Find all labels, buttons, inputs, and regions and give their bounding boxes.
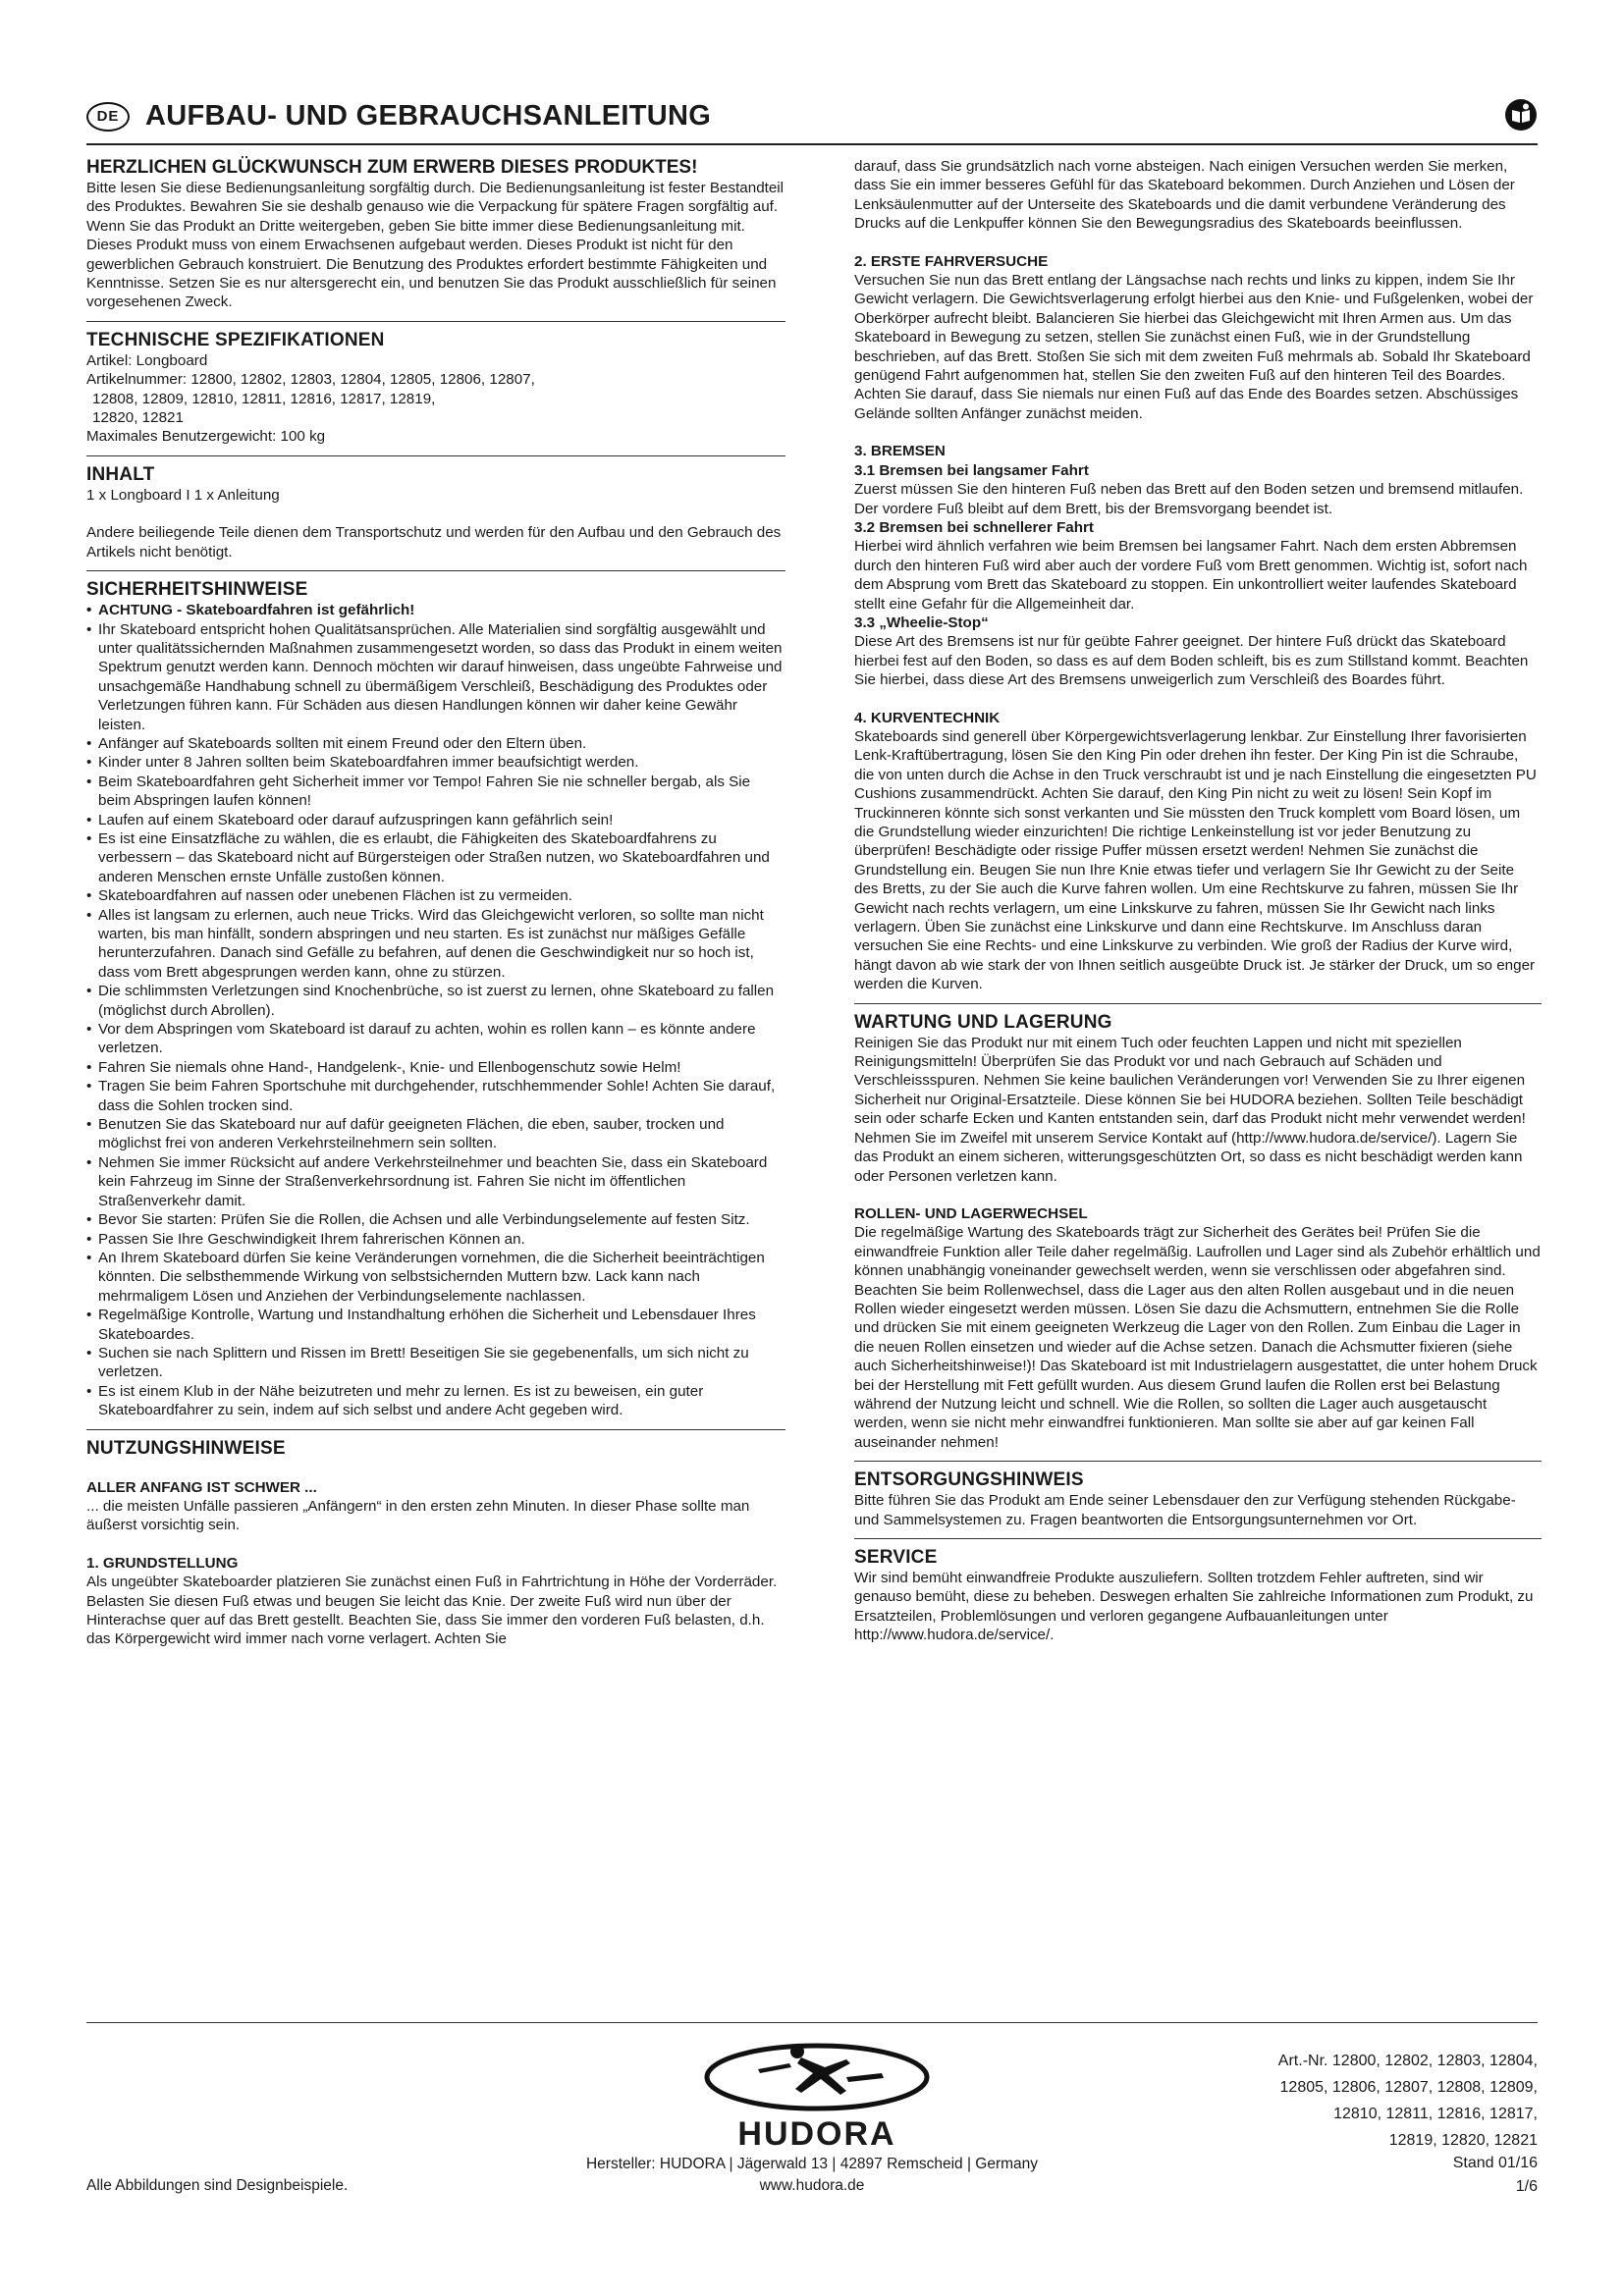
brand-name: HUDORA [737, 2115, 896, 2153]
wheelie-stop-text: Diese Art des Bremsens ist nur für geübte Fahrer geeignet. Der hintere Fuß drückt das Skateboard hierbei fest auf den Boden, so dass es auf dem Boden schleift, bis es zum Stillstand kommt. Beachten Sie hierbei, dass diese Art des Bremsens unweigerlich zum Verschleiß des Boardes führt. [854, 633, 1529, 689]
section-divider [854, 1461, 1542, 1462]
read-manual-icon [1504, 98, 1538, 132]
spec-artnr-line-1: Artikelnummer: 12800, 12802, 12803, 12804, 12805, 12806, 12807, [86, 371, 535, 389]
braking-heading: 3. BREMSEN [854, 443, 946, 460]
content-text: Andere beiliegende Teile dienen dem Transportschutz und werden für den Aufbau und den Gebrauch des Artikels nicht benötigt. [86, 524, 782, 561]
usage-heading: NUTZUNGSHINWEISE [86, 1437, 286, 1459]
left-column [86, 157, 785, 1649]
header-divider [86, 143, 1538, 145]
care-text: Reinigen Sie das Produkt nur mit einem Tuch oder feuchten Lappen und nicht mit speziellen Reinigungsmitteln! Überprüfen Sie das Produkt vor und nach Gebrauch auf Schäden und Verschleissspuren. Nehmen Sie keine baulichen Veränderungen vor! Verwenden Sie zu Ihrer eigenen Sicherheit nur Original-Ersatzteile. Diese können Sie bei HUDORA beziehen. Sollten Teile beschädigt sein oder scharfe Ecken und Kanten entstanden sein, darf das Produkt nicht mehr verwendet werden! Nehmen Sie im Zweifel mit unserem Service Kontakt auf (http://www.hudora.de/service/). Lagern Sie das Produkt an einem sicheren, witterungsgeschützten Ort, so dass es nicht beschädigt werden kann oder Personen verletzen kann. [854, 1034, 1526, 1185]
curve-heading: 4. KURVENTECHNIK [854, 709, 1001, 726]
disposal-text: Bitte führen Sie das Produkt am Ende seiner Lebensdauer den zur Verfügung stehenden Rückgabe- und Sammelsystemen zu. Fragen beantworten die Entsorgungsunternehmen vor Ort. [854, 1492, 1516, 1528]
intro-heading: HERZLICHEN GLÜCKWUNSCH ZUM ERWERB DIESES PRODUKTES! [86, 157, 698, 178]
safety-item: • Suchen sie nach Splittern und Rissen im Brett! Beseitigen Sie sie gegebenenfalls, um sich nicht zu verletzen. [86, 1344, 785, 1382]
content-line: 1 x Longboard I 1 x Anleitung [86, 486, 280, 504]
continued-text: darauf, dass Sie grundsätzlich nach vorne absteigen. Nach einigen Versuchen werden Sie merken, dass Sie ein immer besseres Gefühl für das Skateboard bekommen. Durch Anziehen und Lösen der Lenksäulenmutter auf der Unterseite des Skateboards und die damit verbundene Veränderung des Drucks auf die Lenkpuffer können Sie den Bewegungsradius des Skateboards beeinflussen. [854, 158, 1515, 233]
safety-item: • Kinder unter 8 Jahren sollten beim Skateboardfahren immer beaufsichtigt werden. [86, 753, 785, 772]
intro-text: Bitte lesen Sie diese Bedienungsanleitung sorgfältig durch. Die Bedienungsanleitung ist fester Bestandteil des Produktes. Bewahren Sie sie deshalb genauso wie die Verpackung für spätere Fragen sorgfältig auf. Wenn Sie das Produkt an Dritte weitergeben, geben Sie bitte immer diese Bedienungsanleitung mit. Dieses Produkt muss von einem Erwachsenen aufgebaut werden. Dieses Produkt ist nicht für den gewerblichen Gebrauch konstruiert. Die Benutzung des Produktes erfordert bestimmte Fähigkeiten und Kenntnisse. Setzen Sie es nur altersgerecht ein, und benutzen Sie das Produkt ausschließlich für seinen vorgesehenen Zweck. [86, 180, 785, 311]
basic-position-text: Als ungeübter Skateboarder platzieren Sie zunächst einen Fuß in Fahrtrichtung in Höhe der Vorderräder. Belasten Sie diesen Fuß etwas und beugen Sie leicht das Knie. Der zweite Fuß wird nun über der Hinterachse quer auf das Brett gestellt. Beachten Sie, dass Sie immer den vorderen Fuß belasten, d.h. das Körpergewicht wird immer nach vorne verlagert. Achten Sie [86, 1574, 778, 1648]
article-numbers-line: 12805, 12806, 12807, 12808, 12809, [1279, 2079, 1538, 2096]
safety-item: • An Ihrem Skateboard dürfen Sie keine Veränderungen vornehmen, die die Sicherheit beeinträchtigen könnten. Die selbsthemmende Wirkung von selbstsichernden Muttern bzw. Lack kann nach mehrmaligem Lösen und Anziehen der Verbindungselemente nachlassen. [86, 1249, 785, 1306]
safety-item: • Passen Sie Ihre Geschwindigkeit Ihrem fahrerischen Können an. [86, 1230, 785, 1249]
safety-list [86, 601, 785, 1419]
safety-item: • Alles ist langsam zu erlernen, auch neue Tricks. Wird das Gleichgewicht verloren, so sollte man nicht warten, bis man hinfällt, sondern abspringen und neu starten. Es ist zunächst nur mäßiges Gefälle herunterzufahren. Danach sind Gefälle zu befahren, auf denen die Geschwindigkeit nur so hoch ist, dass vom Brett abgesprungen werden kann, ohne zu stürzen. [86, 906, 785, 983]
braking-slow-text: Zuerst müssen Sie den hinteren Fuß neben das Brett auf den Boden setzen und bremsend mitlaufen. Der vordere Fuß bleibt auf dem Brett, bis der Bremsvorgang beendet ist. [854, 481, 1524, 517]
basic-position-heading: 1. GRUNDSTELLUNG [86, 1554, 239, 1572]
safety-item: • Es ist eine Einsatzfläche zu wählen, die es erlaubt, die Fähigkeiten des Skateboardfahrens zu verbessern – das Skateboard nicht auf Bürgersteigen oder Straßen nutzen, wo Skateboardfahren und anderen Menschen ernste Unfälle zustoßen können. [86, 829, 785, 886]
safety-item: • Beim Skateboardfahren geht Sicherheit immer vor Tempo! Fahren Sie nie schneller bergab, als Sie beim Abspringen laufen können! [86, 773, 785, 811]
spec-weight: Maximales Benutzergewicht: 100 kg [86, 428, 326, 446]
braking-fast-text: Hierbei wird ähnlich verfahren wie beim Bremsen bei langsamer Fahrt. Nach dem ersten Abbremsen durch den hinteren Fuß wird aber auch der vordere Fuß vom Brett genommen. Wichtig ist, sofort nach dem Absprung vom Brett das Skateboard zu stoppen. Ein unkontrolliert weiter laufendes Skateboard stellt eine Gefahr für die Allgemeinheit dar. [854, 538, 1528, 613]
page-title: AUFBAU- UND GEBRAUCHSANLEITUNG [145, 100, 712, 132]
footer-divider [86, 2022, 1538, 2023]
safety-item: • Laufen auf einem Skateboard oder darauf aufzuspringen kann gefährlich sein! [86, 811, 785, 829]
spec-artnr-line-3: 12820, 12821 [92, 409, 184, 427]
service-text: Wir sind bemüht einwandfreie Produkte auszuliefern. Sollten trotzdem Fehler auftreten, sind wir genauso bemüht, diese zu beheben. Deswegen erhalten Sie zahlreiche Informationen zum Produkt, zu Ersatzteilen, Problemlösungen und verloren gegangene Aufbauanleitungen unter http://www.hudora.de/service/. [854, 1570, 1534, 1644]
safety-item: • Tragen Sie beim Fahren Sportschuhe mit durchgehender, rutschhemmender Sohle! Achten Sie darauf, dass die Sohlen trocken sind. [86, 1077, 785, 1115]
safety-item: • Die schlimmsten Verletzungen sind Knochenbrüche, so ist zuerst zu lernen, ohne Skateboard zu fallen (möglichst durch Abrollen). [86, 982, 785, 1020]
page-number: 1/6 [1515, 2178, 1538, 2195]
wheels-text: Die regelmäßige Wartung des Skateboards trägt zur Sicherheit des Gerätes bei! Prüfen Sie die einwandfreie Funktion aller Teile daher regelmäßig. Laufrollen und Lager sind als Zubehör erhältlich und können unabhängig voneinander gewechselt werden, wenn sie verschlissen oder abgefahren sind. Beachten Sie beim Rollenwechsel, dass die Lager aus den alten Rollen ausgebaut und in die neuen Rollen wieder eingesetzt werden müssen. Lösen Sie dazu die Achsmuttern, entnehmen Sie die Rolle und drücken Sie mit einem geeigneten Werkzeug die Lager von den Rollen. Zum Einbau die Lager in die neuen Rollen einsetzen und wieder auf die Achse setzen. Danach die Achsmutter fixieren (siehe auch Sicherheitshinweise!)! Das Skateboard ist mit Industrielagern ausgestattet, die unter hohem Druck bei der Herstellung mit Fett gefüllt wurden. Aus diesem Grund laufen die Rollen erst bei Belastung während der Nutzung leicht und schnell. Wie die Rollen, so sollten die Lager auch ausgetauscht werden, wenn sie nicht mehr einwandfrei funktionieren. Man sollte sie aber auf gar keinen Fall auseinander nehmen! [854, 1224, 1541, 1451]
safety-item: • Nehmen Sie immer Rücksicht auf andere Verkehrsteilnehmer und beachten Sie, dass ein Skateboard kein Fahrzeug im Sinne der Straßenverkehrsordnung ist. Fahren Sie nicht im öffentlichen Straßenverkehr damit. [86, 1153, 785, 1210]
wheelie-stop-heading: 3.3 „Wheelie-Stop“ [854, 614, 989, 631]
safety-item: • Benutzen Sie das Skateboard nur auf dafür geeigneten Flächen, die eben, sauber, trocken und möglichst frei von anderen Verkehrsteilnehmern sein sollten. [86, 1115, 785, 1153]
website-link[interactable]: www.hudora.de [759, 2177, 865, 2194]
article-numbers [1204, 2048, 1538, 2154]
section-divider [86, 1429, 785, 1430]
revision-date: Stand 01/16 [1452, 2155, 1538, 2171]
wheels-heading: ROLLEN- UND LAGERWECHSEL [854, 1204, 1088, 1222]
article-numbers-line: 12819, 12820, 12821 [1388, 2132, 1538, 2149]
disposal-heading: ENTSORGUNGSHINWEIS [854, 1469, 1084, 1491]
article-numbers-line: Art.-Nr. 12800, 12802, 12803, 12804, [1277, 2053, 1538, 2069]
care-heading: WARTUNG UND LAGERUNG [854, 1011, 1112, 1033]
section-divider [854, 1538, 1542, 1539]
start-text: ... die meisten Unfälle passieren „Anfängern“ in den ersten zehn Minuten. In dieser Phase sollte man äußerst vorsichtig sein. [86, 1497, 750, 1534]
content-heading: INHALT [86, 463, 155, 485]
spec-artnr-line-2: 12808, 12809, 12810, 12811, 12816, 12817, 12819, [92, 390, 436, 407]
service-heading: SERVICE [854, 1547, 938, 1568]
safety-item: • Vor dem Abspringen vom Skateboard ist darauf zu achten, wohin es rollen kann – es könnte andere verletzen. [86, 1020, 785, 1058]
spec-heading: TECHNISCHE SPEZIFIKATIONEN [86, 329, 385, 350]
section-divider [86, 570, 785, 571]
section-divider [86, 321, 785, 322]
first-rides-heading: 2. ERSTE FAHRVERSUCHE [854, 252, 1049, 270]
safety-item: • Es ist einem Klub in der Nähe beizutreten und mehr zu lernen. Es ist zu beweisen, ein guter Skateboardfahrer zu sein, indem auf sich selbst und andere Acht gegeben wird. [86, 1382, 785, 1420]
safety-item: • Ihr Skateboard entspricht hohen Qualitätsansprüchen. Alle Materialien sind sorgfältig ausgewählt und unter qualitätssichernden Maßnahmen zusammengesetzt worden, so dass das Produkt in einem weiten Spektrum genutzt werden kann. Dennoch möchten wir darauf hinweisen, dass ungeübte Fahrweise und unsachgemäße Handhabung schnell zu übermäßigem Verschleiß, Beschädigung des Produktes oder Verletzungen führen kann. Für Schäden aus diesen Handlungen können wir daher keine Gewähr leisten. [86, 620, 785, 734]
safety-heading: SICHERHEITSHINWEISE [86, 579, 308, 601]
right-column [854, 157, 1542, 1645]
curve-text: Skateboards sind generell über Körpergewichtsverlagerung lenkbar. Zur Einstellung Ihrer favorisierten Lenk-Kraftübertragung, lösen Sie den King Pin oder drehen ihn fester. Der King Pin ist die Schraube, die von unten durch die Achse in den Truck verschraubt ist und je nach Einstellung die eingesetzten PU Cushions zusammendrückt. Achten Sie darauf, den King Pin nicht zu weit zu lösen! Sein Kopf im Truckinneren könnte sich sonst verkanten und Sie müssten den Truck komplett vom Board lösen, um die Grundstellung wieder einzurichten! Die richtige Lenkeinstellung ist vor jeder Benutzung zu überprüfen! Beschädigte oder rissige Puffer müssen ersetzt werden! Nehmen Sie zunächst die Grundstellung ein. Beugen Sie nun Ihre Knie etwas tiefer und verlagern Sie Ihr Gewicht zu der Seite des Bretts, zu der Sie auch die Kurve fahren wollen. Um eine Rechtskurve zu fahren, müssen Sie Ihr Gewicht nach rechts verlagern, um eine Linkskurve zu fahren, müssen Sie Ihr Gewicht nach links verlagern. Üben Sie zunächst eine Linkskurve und dann eine Rechtskurve. Im Anschluss daran versuchen Sie eine Rechts- und eine Linkskurve zu verbinden. Wie groß der Radius der Kurve wird, hängt davon ab wie stark der von Ihnen seitlich ausgeübte Druck ist. Je stärker der Druck, um so enger werden die Kurven. [854, 727, 1537, 993]
safety-item: • Bevor Sie starten: Prüfen Sie die Rollen, die Achsen und alle Verbindungselemente auf festen Sitz. [86, 1210, 785, 1229]
first-rides-text: Versuchen Sie nun das Brett entlang der Längsachse nach rechts und links zu kippen, indem Sie Ihr Gewicht verlagern. Die Gewichtsverlagerung erfolgt hierbei aus den Knie- und Fußgelenken, wobei der Oberkörper aufrecht bleibt. Balancieren Sie hierbei das Gleichgewicht mit Ihren Armen aus. Um das Skateboard in Bewegung zu setzen, stellen Sie zunächst einen Fuß, wie in der Grundstellung beschrieben, auf das Brett. Stoßen Sie sich mit dem zweiten Fuß mehrmals ab. Sobald Ihr Skateboard genügend Fahrt aufgenommen hat, stellen Sie den zweiten Fuß auf den hinteren Teil des Boardes. Achten Sie darauf, dass Sie niemals nur einen Fuß auf das Ende des Boardes setzen. Abschüssiges Gelände sollten Anfänger zunächst meiden. [854, 272, 1534, 422]
safety-item: • Anfänger auf Skateboards sollten mit einem Freund oder den Eltern üben. [86, 734, 785, 753]
spec-article: Artikel: Longboard [86, 351, 208, 369]
start-heading: ALLER ANFANG IST SCHWER ... [86, 1478, 317, 1496]
safety-item: • Fahren Sie niemals ohne Hand-, Handgelenk-, Knie- und Ellenbogenschutz sowie Helm! [86, 1058, 785, 1077]
brand-logo [699, 2034, 935, 2153]
section-divider [86, 455, 785, 456]
safety-item: • ACHTUNG - Skateboardfahren ist gefährlich! [86, 601, 785, 619]
section-divider [854, 1003, 1542, 1004]
skater-logo-icon [699, 2034, 935, 2112]
design-disclaimer: Alle Abbildungen sind Designbeispiele. [86, 2177, 349, 2194]
page-header [86, 96, 1538, 143]
braking-slow-heading: 3.1 Bremsen bei langsamer Fahrt [854, 461, 1089, 479]
braking-fast-heading: 3.2 Bremsen bei schnellerer Fahrt [854, 518, 1094, 536]
article-numbers-line: 12810, 12811, 12816, 12817, [1333, 2106, 1538, 2122]
language-badge: DE [86, 102, 130, 132]
safety-item: • Skateboardfahren auf nassen oder unebenen Flächen ist zu vermeiden. [86, 886, 785, 905]
safety-item: • Regelmäßige Kontrolle, Wartung und Instandhaltung erhöhen die Sicherheit und Lebensdauer Ihres Skateboardes. [86, 1306, 785, 1344]
manufacturer-line: Hersteller: HUDORA | Jägerwald 13 | 42897 Remscheid | Germany [585, 2156, 1039, 2172]
